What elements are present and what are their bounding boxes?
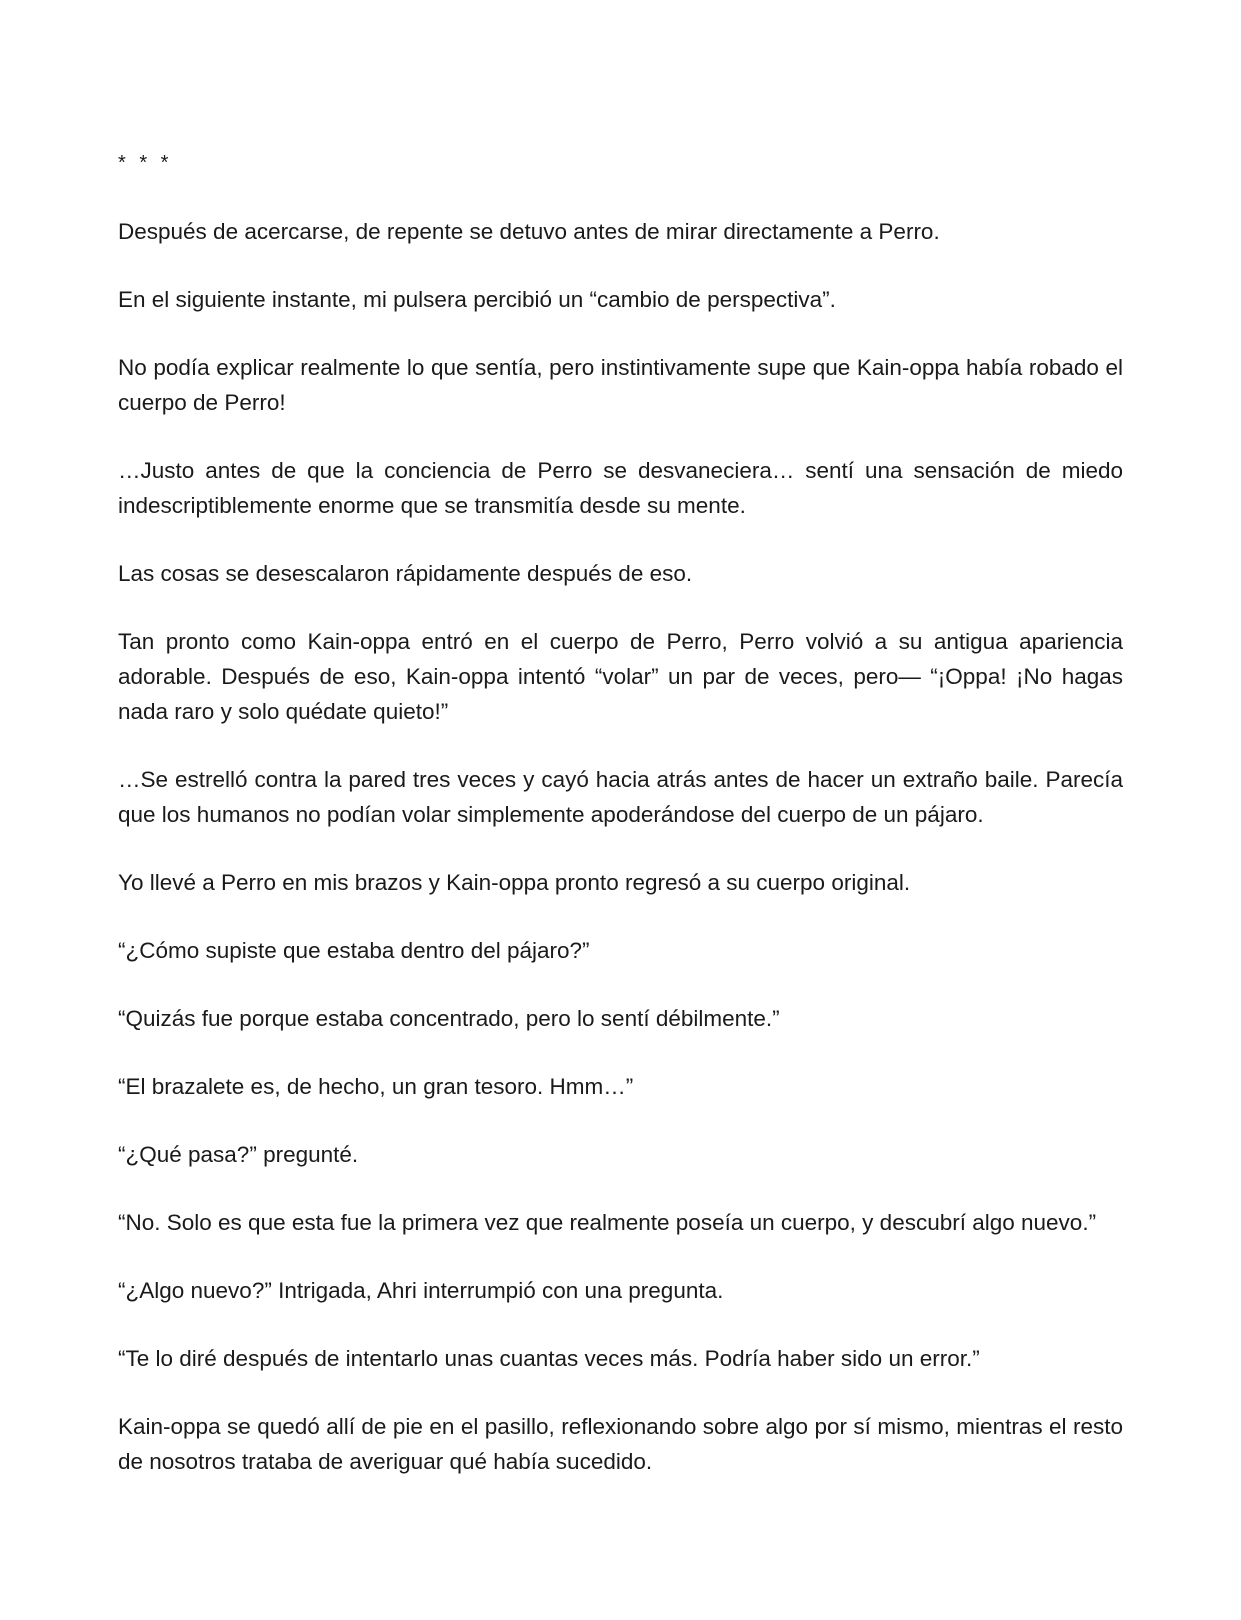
paragraph: …Justo antes de que la conciencia de Perro se desvaneciera… sentí una sensación de miedo indescriptiblemente enorme que se transmitía desde su mente. [118,458,1123,518]
paragraph: “¿Cómo supiste que estaba dentro del pájaro?” [118,938,590,963]
document-page [118,146,1123,1479]
scene-separator: * * * [118,152,173,174]
paragraph: “¿Qué pasa?” pregunté. [118,1142,359,1167]
paragraph: “Te lo diré después de intentarlo unas cuantas veces más. Podría haber sido un error.” [118,1346,980,1371]
paragraph: “Quizás fue porque estaba concentrado, pero lo sentí débilmente.” [118,1006,780,1031]
paragraph: Después de acercarse, de repente se detuvo antes de mirar directamente a Perro. [118,219,940,244]
paragraph: “El brazalete es, de hecho, un gran tesoro. Hmm…” [118,1074,634,1099]
paragraph: Las cosas se desescalaron rápidamente después de eso. [118,561,693,586]
paragraph: Tan pronto como Kain-oppa entró en el cuerpo de Perro, Perro volvió a su antigua apariencia adorable. Después de eso, Kain-oppa intentó “volar” un par de veces, pero— “¡Oppa! ¡No hagas nada raro y solo quédate quieto!” [118,629,1123,724]
paragraph: “No. Solo es que esta fue la primera vez que realmente poseía un cuerpo, y descubrí algo nuevo.” [118,1210,1097,1235]
paragraph: No podía explicar realmente lo que sentía, pero instintivamente supe que Kain-oppa había robado el cuerpo de Perro! [118,355,1123,415]
paragraph: En el siguiente instante, mi pulsera percibió un “cambio de perspectiva”. [118,287,836,312]
paragraph: “¿Algo nuevo?” Intrigada, Ahri interrumpió con una pregunta. [118,1278,724,1303]
paragraph: Yo llevé a Perro en mis brazos y Kain-oppa pronto regresó a su cuerpo original. [118,870,911,895]
paragraph: …Se estrelló contra la pared tres veces y cayó hacia atrás antes de hacer un extraño baile. Parecía que los humanos no podían volar simplemente apoderándose del cuerpo de un pájaro. [118,767,1123,827]
paragraph: Kain-oppa se quedó allí de pie en el pasillo, reflexionando sobre algo por sí mismo, mientras el resto de nosotros trataba de averiguar qué había sucedido. [118,1414,1123,1474]
